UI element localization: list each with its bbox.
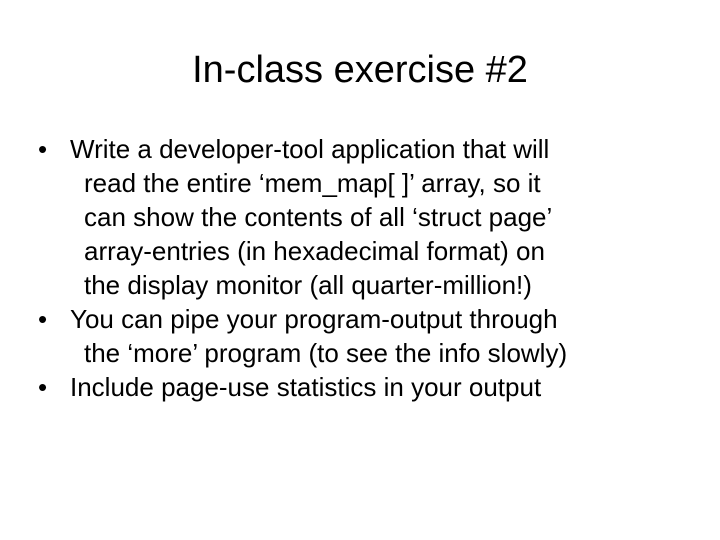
bullet-line: You can pipe your program-output through <box>70 304 558 334</box>
bullet-line: Include page-use statistics in your output <box>70 372 542 402</box>
bullet-line: the display monitor (all quarter-million!) <box>84 270 532 300</box>
bullet-line: can show the contents of all ‘struct page’ <box>84 202 553 232</box>
bullet-item-1 <box>38 132 688 302</box>
bullet-text <box>70 132 688 302</box>
bullet-list <box>38 132 688 404</box>
bullet-text <box>70 370 688 404</box>
bullet-text <box>70 302 688 370</box>
slide-title: In-class exercise #2 <box>192 49 528 91</box>
bullet-marker-icon: • <box>38 372 48 402</box>
bullet-line: Write a developer-tool application that will <box>70 134 550 164</box>
bullet-line: the ‘more’ program (to see the info slowly) <box>84 338 568 368</box>
bullet-line: read the entire ‘mem_map[ ]’ array, so it <box>84 168 541 198</box>
bullet-marker-icon: • <box>38 304 48 334</box>
bullet-item-3 <box>38 370 688 404</box>
bullet-item-2 <box>38 302 688 370</box>
bullet-line: array-entries (in hexadecimal format) on <box>84 236 545 266</box>
bullet-marker-icon: • <box>38 134 48 164</box>
